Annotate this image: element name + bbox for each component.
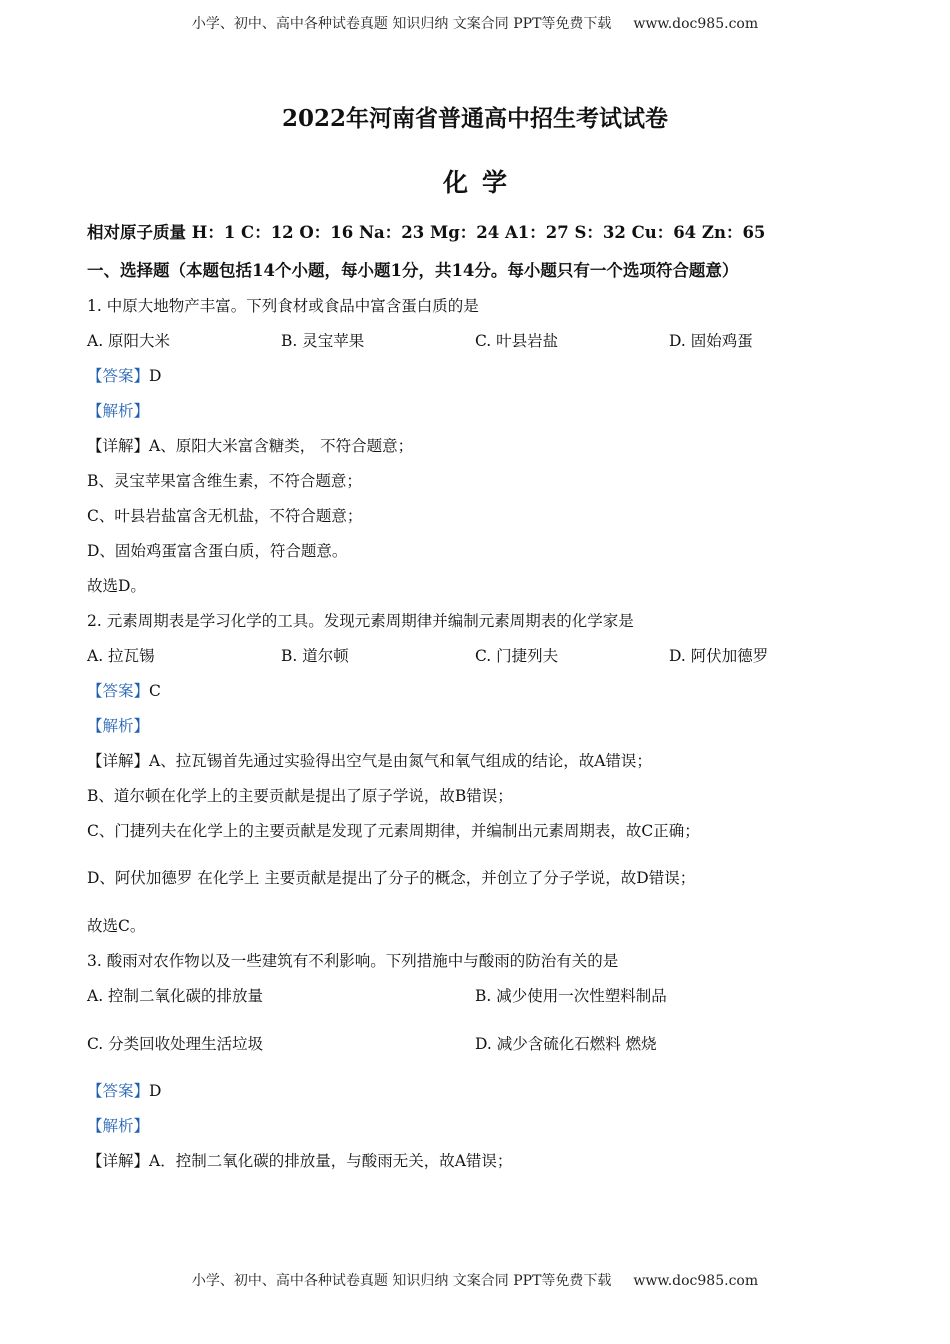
question-1-detail-line: C、叶县岩盐富含无机盐，不符合题意； [87, 507, 363, 525]
question-2-stem: 2. 元素周期表是学习化学的工具。发现元素周期律并编制元素周期表的化学家是 [87, 612, 634, 630]
footer-url[interactable]: www.doc985.com [633, 1273, 759, 1289]
question-1-answer [87, 364, 161, 386]
question-2-option-a: A. 拉瓦锡 [87, 647, 155, 665]
answer-label: 【答案】 [87, 367, 150, 385]
detail-label: 【详解】 [87, 437, 150, 455]
subject-title: 化学 [442, 168, 521, 197]
question-2-option-b: B. 道尔顿 [281, 647, 349, 665]
page-footer [0, 1270, 950, 1290]
question-2-detail [87, 749, 652, 771]
header-text: 小学、初中、高中各种试卷真题 知识归纳 文案合同 PPT等免费下载 [191, 16, 612, 32]
question-3-option-c: C. 分类回收处理生活垃圾 [87, 1035, 264, 1053]
question-2-option-d: D. 阿伏加德罗 [669, 647, 769, 665]
question-1-option-d: D. 固始鸡蛋 [669, 332, 753, 350]
answer-value: C [149, 682, 161, 700]
question-1-analysis-label: 【解析】 [87, 402, 150, 420]
page-header [0, 13, 950, 33]
question-1-conclusion: 故选D。 [87, 577, 146, 595]
question-1-detail-line: D、固始鸡蛋富含蛋白质，符合题意。 [87, 542, 348, 560]
question-1-option-c: C. 叶县岩盐 [475, 332, 559, 350]
question-3-option-b: B. 减少使用一次性塑料制品 [475, 987, 667, 1005]
question-3-answer [87, 1079, 161, 1101]
question-2-answer [87, 679, 161, 701]
section-heading: 一、选择题（本题包括14个小题，每小题1分，共14分。每小题只有一个选项符合题意） [87, 261, 739, 280]
question-2-option-c: C. 门捷列夫 [475, 647, 559, 665]
question-3-option-d: D. 减少含硫化石燃料 燃烧 [475, 1035, 657, 1053]
question-2-conclusion: 故选C。 [87, 917, 146, 935]
answer-label: 【答案】 [87, 682, 150, 700]
question-1-stem: 1. 中原大地物产丰富。下列食材或食品中富含蛋白质的是 [87, 297, 479, 315]
detail-text: A、拉瓦锡首先通过实验得出空气是由氮气和氧气组成的结论，故A错误； [149, 752, 652, 770]
question-1-option-b: B. 灵宝苹果 [281, 332, 365, 350]
question-1-option-a: A. 原阳大米 [87, 332, 171, 350]
question-2-analysis-label: 【解析】 [87, 717, 150, 735]
detail-label: 【详解】 [87, 752, 150, 770]
question-3-option-a: A. 控制二氧化碳的排放量 [87, 987, 264, 1005]
detail-text: A．控制二氧化碳的排放量，与酸雨无关，故A错误； [149, 1152, 513, 1170]
atomic-masses: 相对原子质量 H：1 C：12 O：16 Na：23 Mg：24 A1：27 S：32 Cu：64 Zn：65 [87, 223, 766, 242]
answer-value: D [149, 1082, 162, 1100]
question-2-detail-line: C、门捷列夫在化学上的主要贡献是发现了元素周期律，并编制出元素周期表，故C正确； [87, 822, 700, 840]
detail-label: 【详解】 [87, 1152, 150, 1170]
header-url[interactable]: www.doc985.com [633, 16, 759, 32]
answer-label: 【答案】 [87, 1082, 150, 1100]
question-2-detail-line: B、道尔顿在化学上的主要贡献是提出了原子学说，故B错误； [87, 787, 513, 805]
question-3-detail [87, 1149, 512, 1171]
exam-title: 2022年河南省普通高中招生考试试卷 [281, 105, 668, 132]
detail-text: A、原阳大米富含糖类， 不符合题意； [149, 437, 414, 455]
question-2-detail-line: D、阿伏加德罗 在化学上 主要贡献是提出了分子的概念，并创立了分子学说，故D错误； [87, 869, 696, 887]
question-1-detail [87, 434, 413, 456]
question-1-detail-line: B、灵宝苹果富含维生素，不符合题意； [87, 472, 362, 490]
answer-value: D [149, 367, 162, 385]
question-3-stem: 3. 酸雨对农作物以及一些建筑有不利影响。下列措施中与酸雨的防治有关的是 [87, 952, 619, 970]
footer-text: 小学、初中、高中各种试卷真题 知识归纳 文案合同 PPT等免费下载 [191, 1273, 612, 1289]
question-3-analysis-label: 【解析】 [87, 1117, 150, 1135]
